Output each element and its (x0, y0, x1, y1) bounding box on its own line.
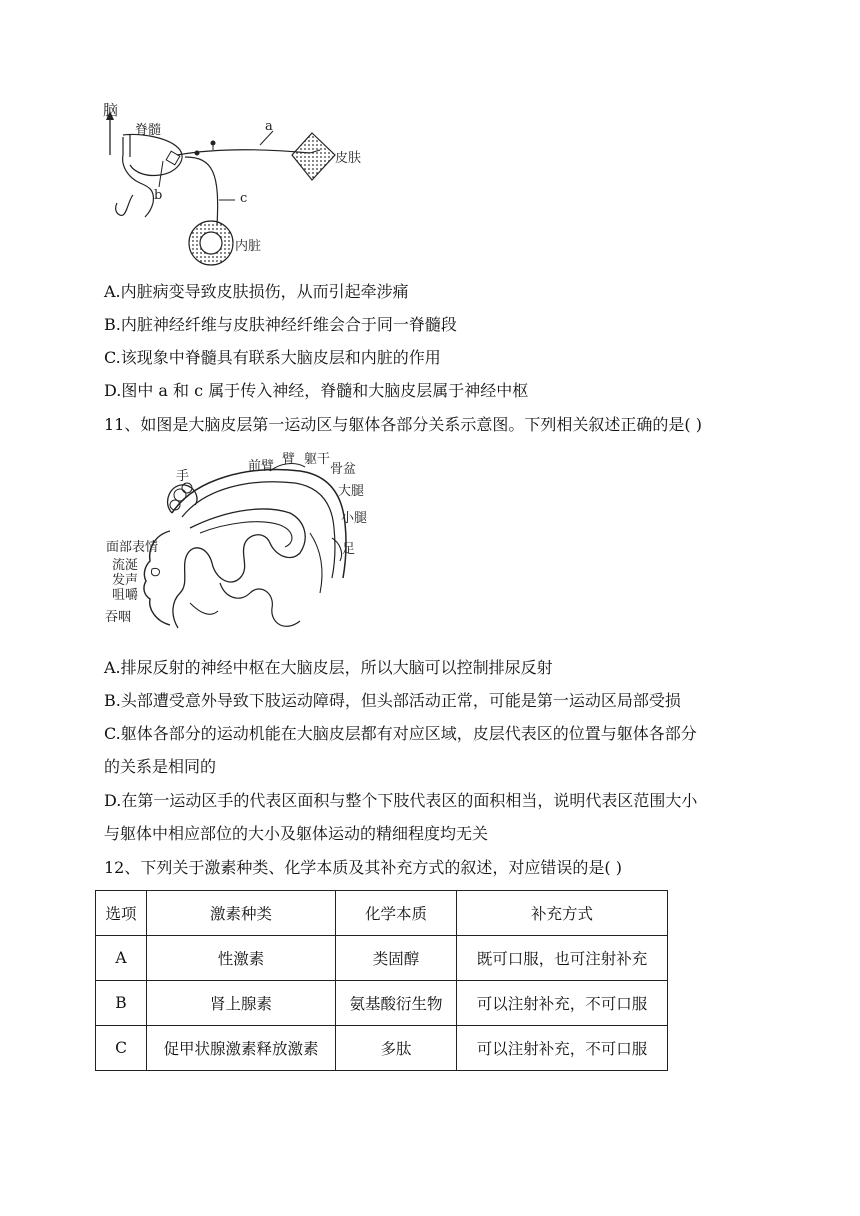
header-hormone: 激素种类 (147, 891, 336, 936)
header-method: 补充方式 (457, 891, 668, 936)
q11-option-b: B.头部遭受意外导致下肢运动障碍，但头部活动正常，可能是第一运动区局部受损 (104, 691, 681, 710)
q11-option-c-line1: C.躯体各部分的运动机能在大脑皮层都有对应区域，皮层代表区的位置与躯体各部分 (104, 724, 697, 743)
pelvis-label: 骨盆 (330, 462, 357, 477)
cell: 促甲状腺激素释放激素 (147, 1026, 336, 1071)
hormone-table (95, 890, 668, 1071)
header-nature: 化学本质 (336, 891, 457, 936)
table-row (96, 981, 668, 1026)
cell: 肾上腺素 (147, 981, 336, 1026)
cell: 既可口服，也可注射补充 (457, 936, 668, 981)
cell: 多肽 (336, 1026, 457, 1071)
fiber-c-label: c (240, 191, 248, 206)
foot-label: 足 (342, 542, 356, 557)
q12-stem: 12、下列关于激素种类、化学本质及其补充方式的叙述，对应错误的是( ) (104, 858, 622, 877)
trunk-label: 躯干 (304, 452, 331, 467)
skin-label: 皮肤 (335, 151, 362, 166)
hand-label: 手 (176, 469, 190, 484)
q10-option-c: C.该现象中脊髓具有联系大脑皮层和内脏的作用 (104, 348, 441, 367)
fiber-a-label: a (265, 119, 273, 134)
forearm-label: 前臂 (248, 459, 275, 474)
cell: 类固醇 (336, 936, 457, 981)
brain-label: 脑 (103, 101, 119, 119)
motor-cortex-figure (100, 443, 370, 643)
cell: 可以注射补充，不可口服 (457, 981, 668, 1026)
cell: 可以注射补充，不可口服 (457, 1026, 668, 1071)
spinal-cord-label: 脊髓 (135, 123, 162, 138)
q11-option-d-line1: D.在第一运动区手的代表区面积与整个下肢代表区的面积相当，说明代表区范围大小 (104, 791, 698, 810)
table-row (96, 1026, 668, 1071)
swallow-label: 吞咽 (105, 610, 132, 625)
drool-label: 流涎 (112, 558, 139, 573)
calf-label: 小腿 (341, 511, 368, 526)
referred-pain-figure (95, 95, 395, 270)
q10-option-a: A.内脏病变导致皮肤损伤，从而引起牵涉痛 (104, 282, 409, 301)
q11-option-d-line2: 与躯体中相应部位的大小及躯体运动的精细程度均无关 (104, 824, 489, 843)
chew-label: 咀嚼 (112, 588, 139, 603)
cell: B (96, 981, 147, 1026)
viscera-label: 内脏 (235, 239, 262, 254)
cell: C (96, 1026, 147, 1071)
thigh-label: 大腿 (338, 484, 365, 499)
face-label: 面部表情 (106, 540, 159, 555)
cell: 性激素 (147, 936, 336, 981)
q11-option-c-line2: 的关系是相同的 (104, 757, 217, 776)
voice-label: 发声 (112, 573, 139, 588)
q11-option-a: A.排尿反射的神经中枢在大脑皮层，所以大脑可以控制排尿反射 (104, 658, 553, 677)
fiber-b-label: b (154, 188, 163, 203)
q10-option-d: D.图中 a 和 c 属于传入神经，脊髓和大脑皮层属于神经中枢 (104, 381, 529, 400)
q11-stem: 11、如图是大脑皮层第一运动区与躯体各部分关系示意图。下列相关叙述正确的是( ) (104, 415, 702, 434)
header-option: 选项 (96, 891, 147, 936)
arm-label: 臂 (282, 452, 296, 467)
q10-option-b: B.内脏神经纤维与皮肤神经纤维会合于同一脊髓段 (104, 315, 457, 334)
cell: 氨基酸衍生物 (336, 981, 457, 1026)
cell: A (96, 936, 147, 981)
table-header-row (96, 891, 668, 936)
table-row (96, 936, 668, 981)
